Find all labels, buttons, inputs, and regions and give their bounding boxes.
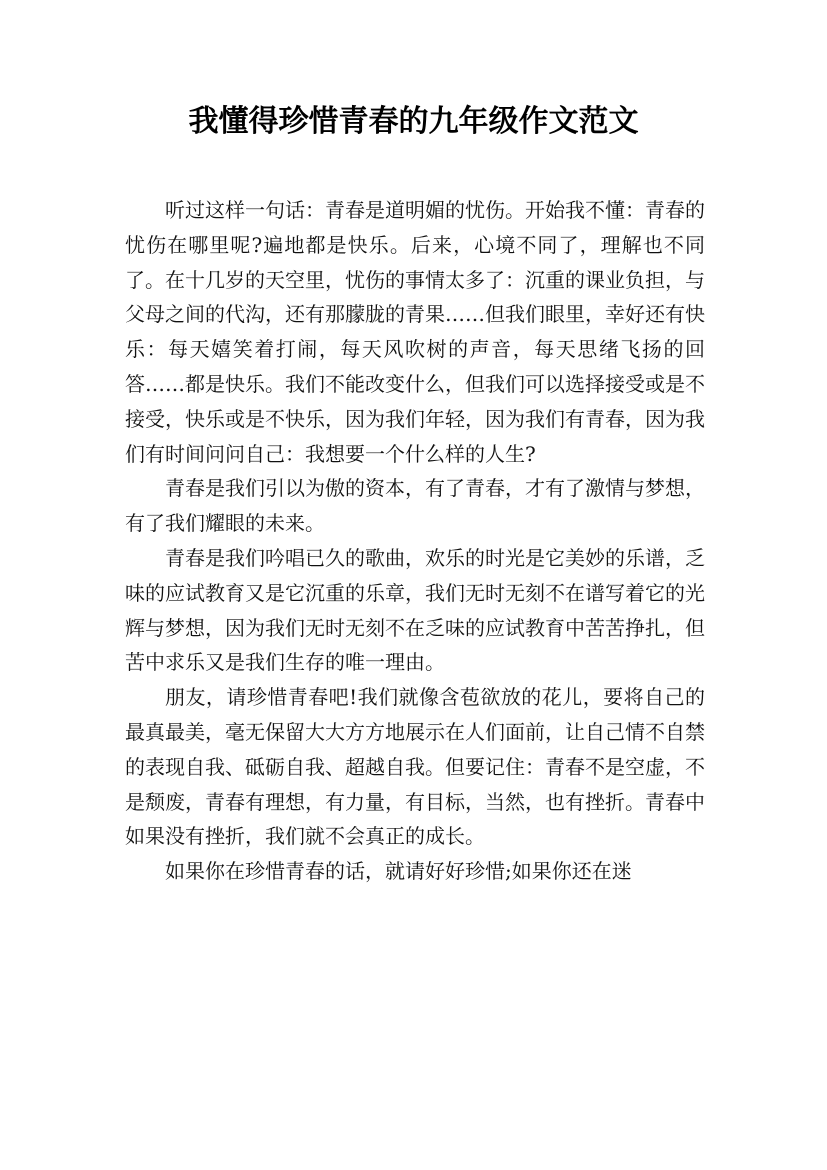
paragraph: 青春是我们吟唱已久的歌曲，欢乐的时光是它美妙的乐谱，乏味的应试教育又是它沉重的乐章，我们无时无刻不在谱写着它的光辉与梦想，因为我们无时无刻不在乏味的应试教育中苦苦挣扎，但苦中求乐又是我们生存的唯一理由。 (125, 545, 705, 675)
paragraph: 如果你在珍惜青春的话，就请好好珍惜;如果你还在迷 (165, 859, 632, 884)
paragraph: 听过这样一句话：青春是道明媚的忧伤。开始我不懂：青春的忧伤在哪里呢?遍地都是快乐。后来，心境不同了，理解也不同了。在十几岁的天空里，忧伤的事情太多了：沉重的课业负担，与父母之间的代沟，还有那朦胧的青果……但我们眼里，幸好还有快乐：每天嬉笑着打闹，每天风吹树的声音，每天思绪飞扬的回答……都是快乐。我们不能改变什么，但我们可以选择接受或是不接受，快乐或是不快乐，因为我们年轻，因为我们有青春，因为我们有时间问问自己：我想要一个什么样的人生? (125, 198, 705, 466)
paragraph: 朋友，请珍惜青春吧!我们就像含苞欲放的花儿，要将自己的最真最美，毫无保留大大方方地展示在人们面前，让自己情不自禁的表现自我、砥砺自我、超越自我。但要记住：青春不是空虚，不是颓废，青春有理想，有力量，有目标，当然，也有挫折。青春中如果没有挫折，我们就不会真正的成长。 (125, 685, 705, 849)
document-body (125, 193, 705, 889)
document-title: 我懂得珍惜青春的九年级作文范文 (188, 104, 639, 139)
paragraph: 青春是我们引以为傲的资本，有了青春，才有了激情与梦想，有了我们耀眼的未来。 (125, 476, 705, 536)
